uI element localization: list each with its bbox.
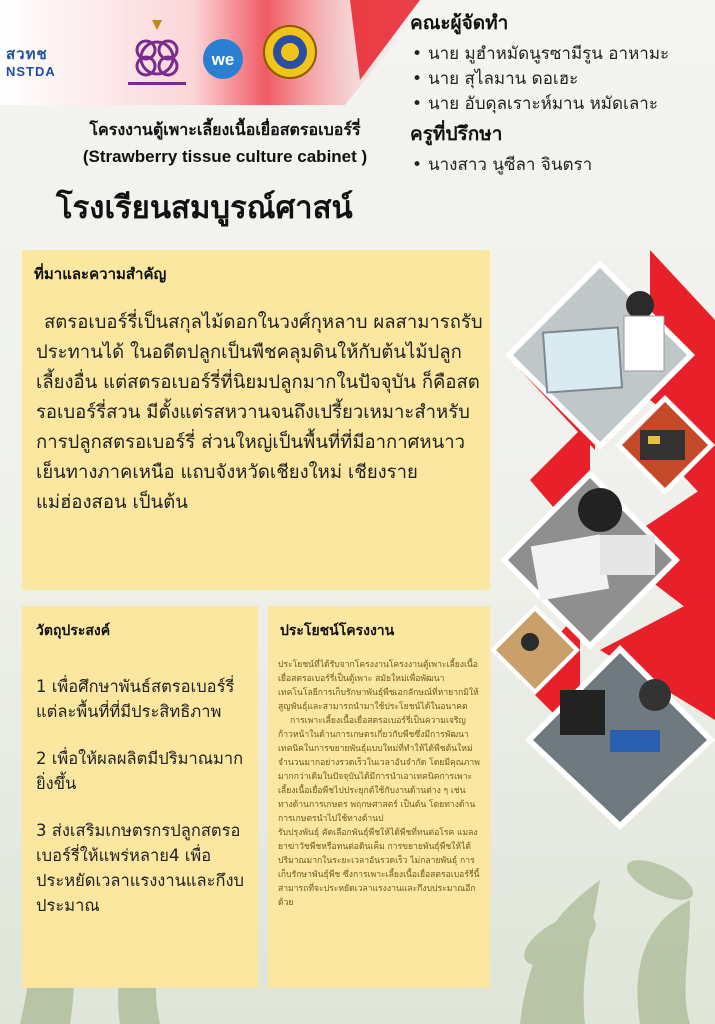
objectives-heading: วัตถุประสงค์	[36, 623, 111, 639]
nstda-logo	[6, 42, 56, 79]
seal-emblem-icon	[262, 22, 318, 84]
photo-collage	[490, 250, 715, 830]
team-member: • นาย สุไลมาน ดอเฮะ	[410, 67, 715, 92]
project-title	[40, 118, 410, 167]
benefits-panel	[268, 606, 490, 988]
origin-panel	[22, 250, 490, 590]
school-emblem-icon	[122, 16, 192, 92]
objective-item: 1 เพื่อศึกษาพันธ์สตรอเบอร์รี่แต่ละพื้นที่ที่มีประสิทธิภาพ	[36, 677, 235, 721]
benefits-paragraph: รับปรุงพันธุ์ คัดเลือกพันธุ์พืชให้ได้พืชที่ทนต่อโรค แมลง ยาฆ่าวัชพืชหรือทนต่อดินเค็ม การขยายพันธุ์พืชให้ได้ปริมาณมากในระยะเวลาอันรวดเร็ว ไม่กลายพันธุ์ การเก็บรักษาพันธุ์พืช ซึ่งการเพาะเลี้ยงเนื้อเยื่อสตรอเบอร์รี่นี้สามารถที่จะประหยัดเวลาแรงงานและกึงบประมาณอีกด้วย	[278, 828, 480, 908]
team-member: • นาย มูฮำหมัดนูรซามีรูน อาหามะ	[410, 42, 715, 67]
project-title-english: (Strawberry tissue culture cabinet )	[82, 147, 368, 166]
project-title-thai: โครงงานตู้เพาะเลี้ยงเนื้อเยื่อสตรอเบอร์รี่	[89, 120, 361, 139]
advisor-list	[410, 153, 715, 178]
nstda-logo-thai: สวทช	[6, 46, 48, 63]
team-section	[410, 8, 715, 178]
objective-item: 3 ส่งเสริมเกษตรกรปลูกสตรอเบอร์รี่ให้แพร่หลาย4 เพื่อประหยัดเวลาแรงงานและกึงบประมาณ	[36, 821, 245, 915]
team-heading: คณะผู้จัดทำ	[410, 12, 509, 34]
team-member: • นาย อับดุลเราะห์มาน หมัดเลาะ	[410, 92, 715, 117]
objectives-panel	[22, 606, 258, 988]
origin-heading: ที่มาและความสำคัญ	[34, 265, 167, 283]
advisor-heading: ครูที่ปรึกษา	[410, 123, 503, 145]
benefits-paragraph: ประโยชน์ที่ได้รับจากโครงงานโครงงานตู้เพาะเลี้ยงเนื้อเยื่อสตรอเบอร์รี่เป็นตู้เพาะ สมัยใหม่เพื่อพัฒนาเทคโนโลยีการเก็บรักษาพันธุ์พืชเอกลักษณ์ที่หายากมิให้สูญพันธุ์และสามารถนำมาใช้ประโยชน์ได้ในอนาคต	[278, 660, 479, 712]
objectives-list	[36, 674, 258, 940]
school-name: โรงเรียนสมบูรณ์ศาสน์	[56, 190, 353, 226]
we-logo-icon	[200, 36, 246, 82]
we-logo-text: we	[211, 50, 235, 69]
benefits-heading: ประโยชน์โครงงาน	[280, 623, 395, 639]
logo-row	[4, 12, 344, 92]
objective-item: 2 เพื่อให้ผลผลิตมีปริมาณมากยิ่งขึ้น	[36, 749, 244, 793]
benefits-paragraph: การเพาะเลี้ยงเนื้อเยื่อสตรอเบอร์รี่เป็นความเจริญก้าวหน้าในด้านการเกษตรเกี่ยวกับพืชซึ่งมีการพัฒนาเทคนิคในการขยายพันธุ์แบบใหม่ที่ทำให้ได้พืชต้นใหม่จำนวนมากอย่างรวดเร็วในเวลาอันจำกัด โดยมีคุณภาพมากกว่าเดิมในปัจจุบันได้มีการนำเอาเทคนิคการเพาะเลี้ยงเนื้อเยื่อพืชไปประยุกต์ใช้กับงานด้านต่าง ๆ เช่น ทางด้านการเกษตร พฤกษศาสตร์ เป็นต้น โดยทางด้านการเกษตรนำไปใช้ทางด้านป	[278, 716, 480, 824]
nstda-logo-text: NSTDA	[6, 64, 56, 79]
benefits-body	[278, 658, 482, 910]
origin-body-text: สตรอเบอร์รี่เป็นสกุลไม้ดอกในวงศ์กุหลาบ ผลสามารถรับประทานได้ ในอดีตปลูกเป็นพืชคลุมดินให้กับต้นไม้ปลูกเลี้ยงอื่น แต่สตรอเบอร์รี่ที่นิยมปลูกมากในปัจจุบัน ก็คือสตรอเบอร์รี่สวน มีตั้งแต่รสหวานจนถึงเปรี้ยวเหมาะสำหรับการปลูกสตรอเบอร์รี่ ส่วนใหญ่เป็นพื้นที่ที่มีอากาศหนาวเย็นทางภาคเหนือ แถบจังหวัดเชียงใหม่ เชียงราย แม่ฮ่องสอน เป็นต้น	[36, 312, 483, 513]
advisor-name: • นางสาว นูซีลา จินตรา	[410, 153, 715, 178]
team-member-list	[410, 42, 715, 117]
